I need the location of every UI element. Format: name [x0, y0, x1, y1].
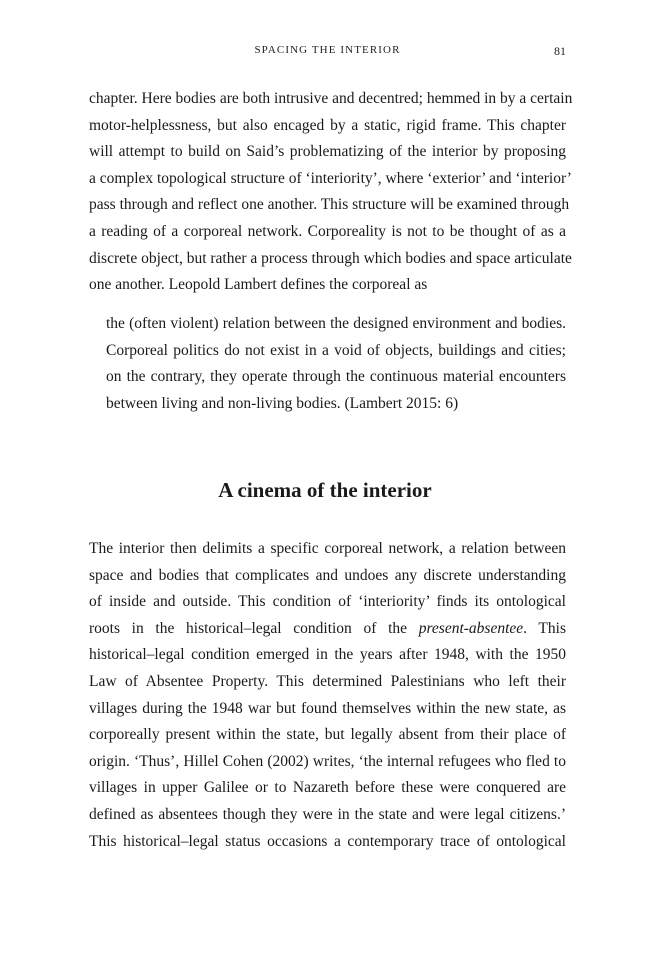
paragraph-2 — [89, 536, 566, 855]
section-heading: A cinema of the interior — [218, 478, 432, 502]
text-line: of inside and outside. This condition of ‘interiority’ finds its ontological — [89, 593, 566, 611]
text-segment: roots in the historical–legal condition of the — [89, 619, 419, 637]
text-line: a complex topological structure of ‘interiority’, where ‘exterior’ and ‘interior’ — [89, 169, 572, 187]
text-line: one another. Leopold Lambert defines the corporeal as — [89, 276, 428, 294]
text-line: motor-helplessness, but also encaged by a static, rigid frame. This chapter — [89, 116, 566, 134]
text-line: villages in upper Galilee or to Nazareth before these were conquered are — [89, 779, 566, 797]
quote-line: Corporeal politics do not exist in a void of objects, buildings and cities; — [106, 341, 566, 359]
page-number: 81 — [554, 44, 566, 58]
text-line: space and bodies that complicates and undoes any discrete understanding — [89, 566, 566, 584]
text-segment: . This — [523, 619, 566, 637]
quote-line: on the contrary, they operate through the continuous material encounters — [106, 368, 566, 386]
paragraph-1 — [89, 86, 573, 299]
text-line: a reading of a corporeal network. Corporeality is not to be thought of as a — [89, 222, 566, 240]
text-line: historical–legal condition emerged in the years after 1948, with the 1950 — [89, 646, 566, 664]
text-line: chapter. Here bodies are both intrusive and decentred; hemmed in by a certain — [89, 90, 573, 107]
text-line-with-italic — [89, 616, 566, 643]
text-line: pass through and reflect one another. This structure will be examined through — [89, 196, 570, 214]
block-quote — [106, 311, 566, 417]
text-line: villages during the 1948 war but found themselves within the new state, as — [89, 699, 566, 717]
text-line: corporeally present within the state, but legally absent from their place of — [89, 726, 566, 744]
text-line: will attempt to build on Said’s problematizing of the interior by proposing — [89, 143, 566, 161]
italic-term: present-absentee — [418, 619, 524, 637]
text-line: defined as absentees though they were in the state and were legal citizens.’ — [89, 805, 566, 823]
text-line: The interior then delimits a specific corporeal network, a relation between — [89, 540, 566, 557]
quote-line: between living and non-living bodies. (Lambert 2015: 6) — [106, 394, 459, 412]
running-title: SPACING THE INTERIOR — [254, 44, 401, 56]
text-line: This historical–legal status occasions a contemporary trace of ontological — [89, 832, 566, 850]
quote-line: the (often violent) relation between the designed environment and bodies. — [106, 315, 566, 332]
text-line: Law of Absentee Property. This determined Palestinians who left their — [89, 672, 566, 690]
text-line: origin. ‘Thus’, Hillel Cohen (2002) writes, ‘the internal refugees who fled to — [89, 752, 566, 770]
text-line: discrete object, but rather a process through which bodies and space articulate — [89, 249, 572, 267]
running-head — [89, 44, 566, 64]
